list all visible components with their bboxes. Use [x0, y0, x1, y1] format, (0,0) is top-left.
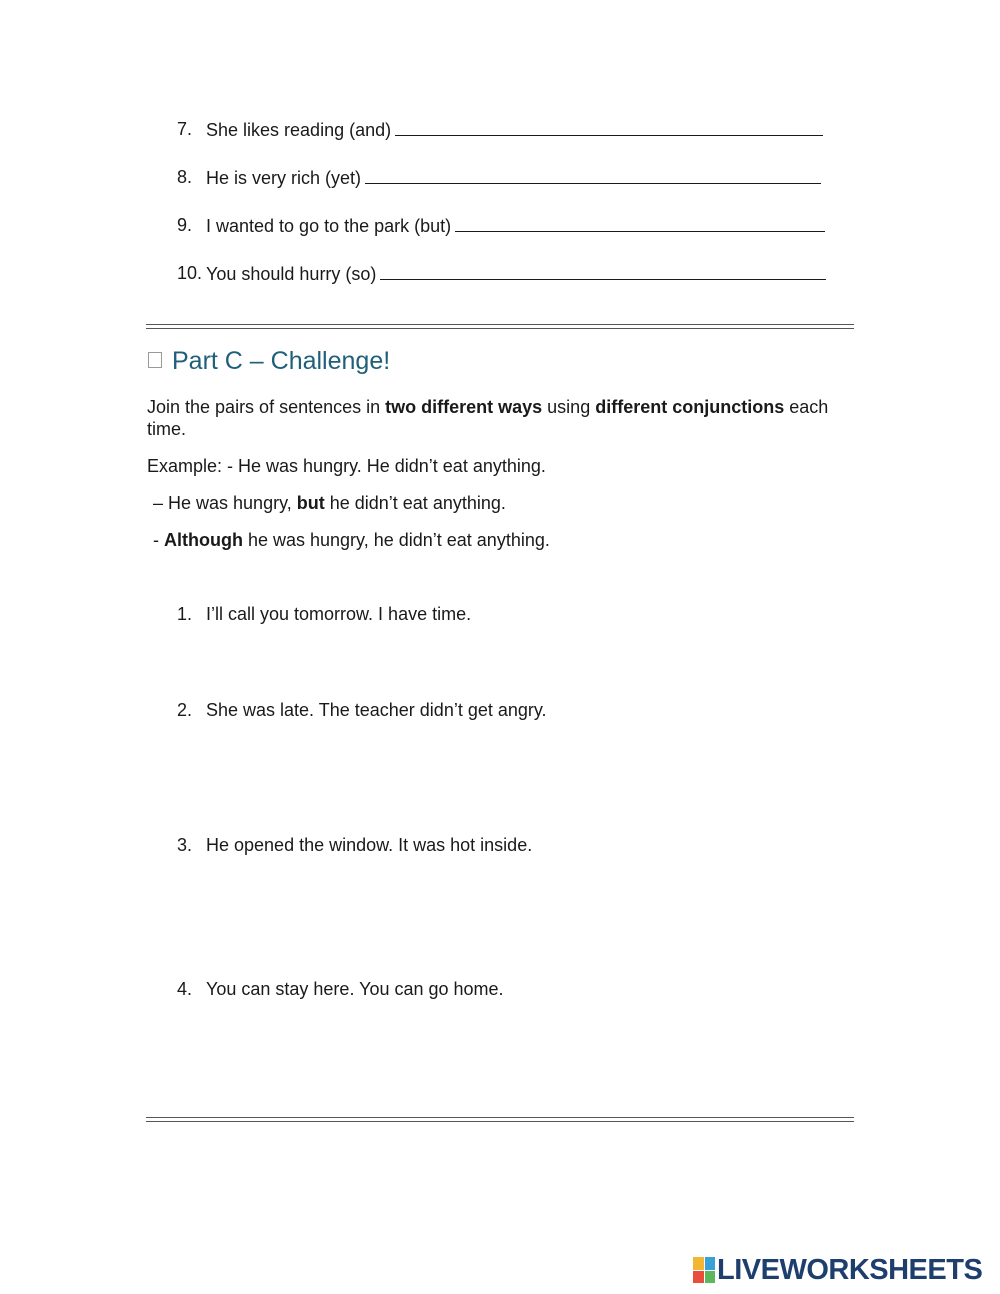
item-number: 8.	[176, 167, 192, 187]
item-text: You should hurry (so)	[206, 264, 377, 284]
logo-text: LIVEWORKSHEETS	[717, 1253, 983, 1286]
instruction-emphasis: different conjunctions	[595, 397, 785, 417]
missing-glyph-icon	[148, 352, 162, 368]
list-item	[206, 263, 826, 285]
item-number: 1.	[176, 604, 192, 624]
answer-blank[interactable]	[365, 167, 821, 184]
example-conjunction: Although	[164, 530, 243, 550]
instruction-text: each time.	[147, 397, 829, 439]
section-divider	[146, 1117, 854, 1122]
item-text: I wanted to go to the park (but)	[206, 216, 452, 236]
item-text: You can stay here. You can go home.	[206, 979, 504, 999]
item-number: 10.	[176, 263, 202, 283]
instruction-text: using	[542, 397, 596, 417]
item-number: 7.	[176, 119, 192, 139]
answer-blank[interactable]	[395, 119, 823, 136]
list-item	[206, 119, 823, 141]
section-divider	[146, 324, 854, 329]
example-text: -	[153, 530, 164, 550]
example-text: he was hungry, he didn’t eat anything.	[242, 530, 550, 550]
instruction	[147, 396, 857, 440]
instruction-emphasis: two different ways	[385, 397, 543, 417]
example-text: he didn’t eat anything.	[324, 493, 506, 513]
example-line	[153, 529, 550, 551]
section-title: Part C – Challenge!	[172, 347, 391, 375]
list-item	[206, 215, 825, 237]
answer-blank[interactable]	[455, 215, 825, 232]
logo-mark-icon	[693, 1257, 715, 1283]
example-label: Example: - He was hungry. He didn’t eat anything.	[147, 456, 546, 476]
item-text: I’ll call you tomorrow. I have time.	[206, 604, 472, 624]
item-number: 4.	[176, 979, 192, 999]
instruction-text: Join the pairs of sentences in	[147, 397, 386, 417]
item-text: She was late. The teacher didn’t get angry.	[206, 700, 547, 720]
item-number: 2.	[176, 700, 192, 720]
liveworksheets-logo	[693, 1255, 982, 1285]
item-number: 9.	[176, 215, 192, 235]
example-line	[153, 492, 506, 514]
logo-square	[705, 1257, 716, 1270]
logo-square	[693, 1271, 704, 1284]
example-text: – He was hungry,	[153, 493, 297, 513]
section-heading	[148, 347, 390, 376]
item-text: She likes reading (and)	[206, 120, 392, 140]
logo-square	[693, 1257, 704, 1270]
logo-square	[705, 1271, 716, 1284]
example-conjunction: but	[296, 493, 325, 513]
list-item	[206, 167, 821, 189]
answer-blank[interactable]	[380, 263, 826, 280]
item-text: He opened the window. It was hot inside.	[206, 835, 533, 855]
item-number: 3.	[176, 835, 192, 855]
item-text: He is very rich (yet)	[206, 168, 362, 188]
